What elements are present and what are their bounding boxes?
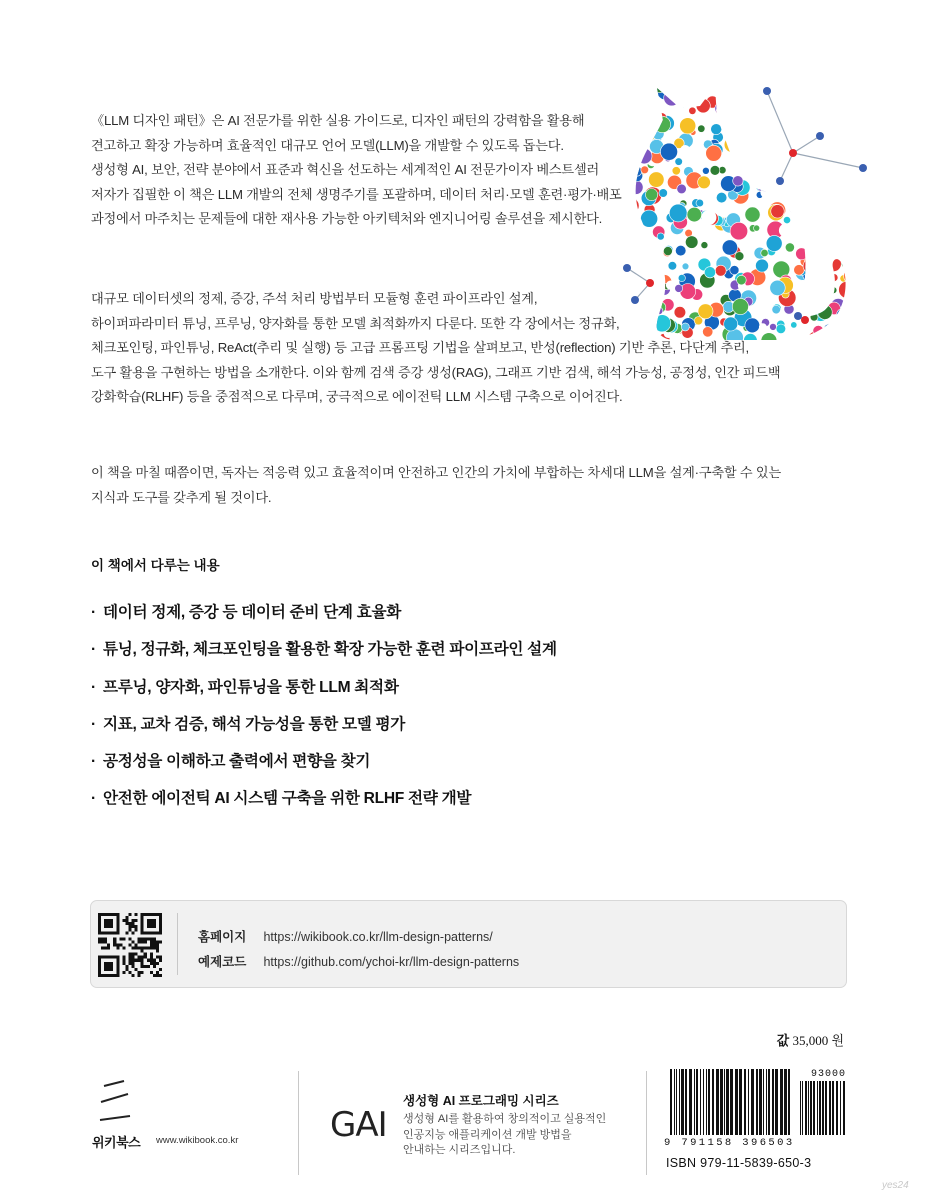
intro-paragraph xyxy=(91,109,661,232)
topic-text: 안전한 에이전틱 AI 시스템 구축을 위한 RLHF 전략 개발 xyxy=(103,790,472,808)
topic-text: 튜닝, 정규화, 체크포인팅을 활용한 확장 가능한 훈련 파이프라인 설계 xyxy=(103,641,557,659)
topic-item xyxy=(91,706,557,743)
price xyxy=(777,1030,844,1049)
paragraph-line: 이 책을 마칠 때쯤이면, 독자는 적응력 있고 효율적이며 안전하고 인간의 가치에 부합하는 차세대 LLM을 설계·구축할 수 있는 xyxy=(91,465,782,480)
links-box xyxy=(90,900,847,988)
barcode-addon: 93000 xyxy=(810,1069,846,1080)
publisher-name: 위키북스 xyxy=(92,1135,141,1150)
price-amount: 35,000 원 xyxy=(792,1033,844,1048)
paragraph-line: 체크포인팅, 파인튜닝, ReAct(추리 및 실행) 등 고급 프롬프팅 기법을 살펴보고, 반성(reflection) 기반 추론, 다단계 추리, xyxy=(91,340,750,355)
topic-item xyxy=(91,780,557,817)
topic-text: 데이터 정제, 증강 등 데이터 준비 단계 효율화 xyxy=(103,604,402,621)
topic-item xyxy=(91,669,557,706)
paragraph-line: 강화학습(RLHF) 등을 중점적으로 다루며, 궁극적으로 에이전틱 LLM 시스템 구축으로 이어진다. xyxy=(91,389,623,404)
intro-line: 저자가 집필한 이 책은 LLM 개발의 전체 생명주기를 포괄하며, 데이터 처리·모델 훈련·평가·배포 xyxy=(91,186,622,202)
example-code-row xyxy=(198,952,519,970)
topic-text: 지표, 교차 검증, 해석 가능성을 통한 모델 평가 xyxy=(103,715,406,733)
intro-line: 견고하고 확장 가능하며 효율적인 대규모 언어 모델(LLM)을 개발할 수 있도록 돕는다. xyxy=(91,137,564,153)
publisher-logo xyxy=(90,1078,290,1178)
homepage-row xyxy=(198,927,493,945)
divider xyxy=(646,1071,647,1175)
homepage-link[interactable]: https://wikibook.co.kr/llm-design-patterns/ xyxy=(263,930,493,944)
series-desc-line: 인공지능 애플리케이션 개발 방법을 xyxy=(403,1128,572,1141)
topics-list xyxy=(91,594,557,818)
bullet-mark: · xyxy=(91,604,96,621)
series-desc-line: 생성형 AI를 활용하여 창의적이고 실용적인 xyxy=(403,1113,607,1125)
series-title: 생성형 AI 프로그래밍 시리즈 xyxy=(403,1094,559,1108)
series-logo-text: GAI xyxy=(330,1105,387,1145)
homepage-label: 홈페이지 xyxy=(198,930,247,944)
intro-line: 《LLM 디자인 패턴》은 AI 전문가를 위한 실용 가이드로, 디자인 패턴의 강력함을 활용해 xyxy=(91,113,585,128)
topic-item xyxy=(91,631,557,668)
isbn: ISBN 979-11-5839-650-3 xyxy=(666,1156,812,1170)
intro-line: 생성형 AI, 보안, 전략 분야에서 표준과 혁신을 선도하는 세계적인 AI 전문가이자 베스트셀러 xyxy=(91,162,600,177)
topics-heading: 이 책에서 다루는 내용 xyxy=(91,558,220,573)
paragraph-line: 대규모 데이터셋의 정제, 증강, 주석 처리 방법부터 모듈형 훈련 파이프라인 설계, xyxy=(91,291,538,306)
divider xyxy=(177,913,178,975)
price-label: 값 xyxy=(776,1033,790,1048)
topic-item xyxy=(91,594,557,631)
series-desc-line: 안내하는 시리즈입니다. xyxy=(403,1144,516,1156)
bullet-mark: · xyxy=(91,790,96,808)
example-code-label: 예제코드 xyxy=(198,955,247,969)
barcode-number: 9 791158 396503 xyxy=(664,1137,795,1149)
paragraph-line: 하이퍼파라미터 튜닝, 프루닝, 양자화를 통한 모델 최적화까지 다룬다. 또한 각 장에서는 정규화, xyxy=(91,315,620,331)
bullet-mark: · xyxy=(91,715,96,733)
divider xyxy=(298,1071,299,1175)
description-paragraph-3 xyxy=(91,461,781,510)
topic-item xyxy=(91,743,557,780)
example-code-link[interactable]: https://github.com/ychoi-kr/llm-design-patterns xyxy=(263,955,520,969)
publisher-mark-icon xyxy=(98,1078,132,1128)
bullet-mark: · xyxy=(91,641,96,659)
watermark: yes24 xyxy=(882,1180,909,1191)
paragraph-line: 도구 활용을 구현하는 방법을 소개한다. 이와 함께 검색 증강 생성(RAG), 그래프 기반 검색, 해석 가능성, 공정성, 인간 피드백 xyxy=(91,364,781,380)
publisher-url[interactable]: www.wikibook.co.kr xyxy=(156,1135,239,1146)
intro-line: 과정에서 마주치는 문제들에 대한 재사용 가능한 아키텍처와 엔지니어링 솔루션을 제시한다. xyxy=(91,211,603,226)
bullet-mark: · xyxy=(91,678,96,696)
qr-code-icon[interactable] xyxy=(98,913,162,977)
series-logo xyxy=(330,1105,386,1149)
series-description xyxy=(403,1112,606,1159)
bullet-mark: · xyxy=(91,753,96,771)
paragraph-line: 지식과 도구를 갖추게 될 것이다. xyxy=(91,489,272,505)
topic-text: 공정성을 이해하고 출력에서 편향을 찾기 xyxy=(103,753,371,771)
description-paragraph-2 xyxy=(91,287,780,410)
topic-text: 프루닝, 양자화, 파인튜닝을 통한 LLM 최적화 xyxy=(103,678,399,696)
